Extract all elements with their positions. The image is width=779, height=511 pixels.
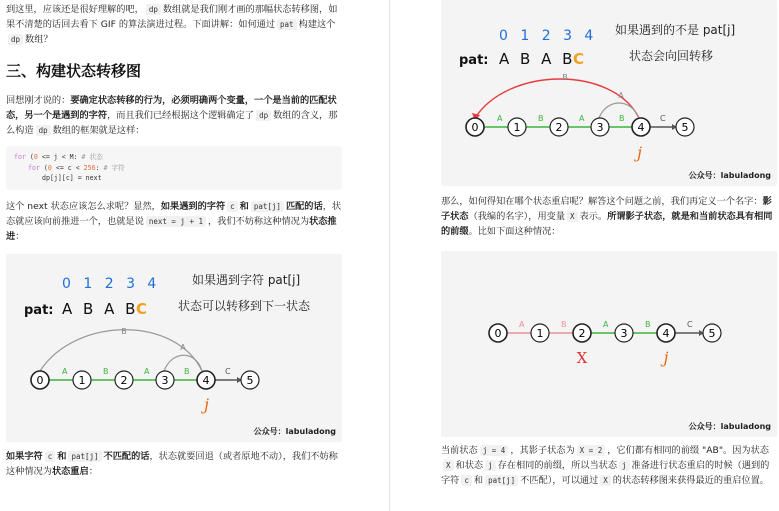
state-label: 3 <box>161 373 169 387</box>
text: 不匹配），可以通过 <box>520 475 599 486</box>
text: 那么，如何得知在哪个状态重启呢？解答这个问题之前，我们再定义一个名字： <box>441 196 763 207</box>
figure-caption: 公众号：labuladong <box>688 171 771 180</box>
state-label: 0 <box>36 373 44 387</box>
recall-paragraph <box>6 93 342 138</box>
text: ，状态就要回退（或者原地不动），我们不妨称这种情况为 <box>6 450 338 477</box>
index-digits: 0 1 2 3 4 <box>62 275 161 292</box>
edge-label: B <box>184 366 190 376</box>
state-restart-diagram <box>441 0 777 186</box>
right-column <box>441 0 777 488</box>
inline-code: dp <box>8 34 23 45</box>
code-text: <= j < M: <box>37 153 82 161</box>
edge-label: A <box>497 114 503 123</box>
inline-code: c <box>461 475 472 486</box>
state-label: 1 <box>536 327 544 340</box>
pat-label: pat: <box>24 302 54 318</box>
inline-code: pat[j] <box>251 201 284 212</box>
bold-text: 匹配的话 <box>285 200 323 212</box>
text: 和 <box>473 475 484 486</box>
text: ，而且我们已经根据这个逻辑确定了 <box>107 110 255 121</box>
state-label: 2 <box>120 373 128 387</box>
bold-text: 和 <box>57 450 67 462</box>
state-label: 0 <box>494 327 502 340</box>
arc-a-label: A <box>180 342 186 352</box>
inline-code: j <box>619 460 630 471</box>
state-label: 1 <box>513 121 521 134</box>
inline-code: X <box>600 475 611 486</box>
state-label: 2 <box>578 327 586 340</box>
code-keyword: for <box>28 163 40 172</box>
text: 数组的含义，那么构造 <box>6 110 338 136</box>
j-pointer: j <box>663 348 669 367</box>
text: 的状态转移图来获得最近的重启位置。 <box>612 475 769 486</box>
text: 和状态 <box>455 460 484 471</box>
code-number: 256 <box>83 163 96 172</box>
edge-label: B <box>103 366 109 376</box>
text: 准备进行状态重启的时候（遇到的字符 <box>441 460 770 486</box>
state-label: 4 <box>662 327 670 340</box>
inline-code: dp <box>36 125 51 136</box>
state-label: 3 <box>596 121 604 134</box>
text: 数组？ <box>25 34 53 45</box>
text: 数组就是我们刚才画的那幅状态转移图，如果不清楚的话回去看下 GIF 的算法演进过程。下面讲解：如何通过 <box>6 4 338 30</box>
code-line-2 <box>14 163 334 174</box>
code-text: <= c < <box>51 163 84 172</box>
state-label: 5 <box>681 121 689 134</box>
state-label: 0 <box>471 121 479 134</box>
inline-code: j = 4 <box>480 445 509 456</box>
text: 。比如下面这种情况： <box>468 226 561 237</box>
arc-b-label: B <box>121 326 127 336</box>
text: 这个 next 状态应该怎么求呢？显然， <box>6 200 161 212</box>
text: ： <box>15 230 25 242</box>
figure-caption: 公众号：labuladong <box>688 422 771 431</box>
edge-label: B <box>645 320 651 329</box>
code-text: ( <box>43 163 48 172</box>
column-separator <box>389 0 390 511</box>
state-label: 5 <box>708 327 716 340</box>
text: ，其影子状态为 <box>510 445 575 456</box>
j-pointer: j <box>637 143 642 162</box>
text: 存在相同的前缀，所以当状态 <box>497 460 618 471</box>
section-heading: 三、构建状态转移图 <box>6 62 142 80</box>
inline-code: j <box>485 460 496 471</box>
note-line-2: 状态会向回转移 <box>629 49 714 63</box>
state-label: 2 <box>555 121 563 134</box>
arc-b-label: B <box>562 73 568 82</box>
bold-text: 影子状态 <box>441 196 772 222</box>
state-label: 4 <box>637 121 645 134</box>
edge-label: C <box>687 320 693 329</box>
edge-label: B <box>561 320 567 329</box>
next-state-paragraph <box>6 199 342 244</box>
edge-label: C <box>660 114 666 123</box>
state-label: 4 <box>202 373 210 387</box>
inline-code: dp <box>146 4 161 15</box>
code-keyword: for <box>14 153 26 161</box>
inline-code: dp <box>256 110 271 121</box>
shadow-state-paragraph <box>441 194 777 239</box>
bold-text: 状态推进 <box>6 215 337 242</box>
bold-text: 如果字符 <box>6 450 43 462</box>
shadow-state-diagram <box>441 251 777 437</box>
left-column <box>6 0 342 479</box>
edge-label: B <box>538 114 544 123</box>
note-line-1: 如果遇到的不是 pat[j] <box>615 23 736 37</box>
code-text: ( <box>29 153 34 161</box>
note-line-2: 状态可以转移到下一状态 <box>178 298 311 313</box>
state-restart-figure <box>441 0 777 186</box>
pat-highlight-char: C <box>573 50 585 68</box>
edge-label: A <box>579 114 585 123</box>
text: 回想刚才说的： <box>6 95 71 106</box>
state-label: 1 <box>78 373 86 387</box>
inline-code: pat <box>277 19 297 30</box>
mismatch-paragraph <box>6 449 342 479</box>
state-label: 3 <box>620 327 628 340</box>
bold-text: 不匹配的话 <box>103 450 150 462</box>
text: ，状态就应该向前推进一个，也就是说 <box>6 200 342 227</box>
text: 数组的框架就是这样： <box>52 125 145 136</box>
index-digits: 0 1 2 3 4 <box>499 28 598 44</box>
text: ，它们都有相同的前缀 "AB"。因为状态 <box>607 445 769 456</box>
inline-code: pat[j] <box>485 475 518 486</box>
shadow-explain-paragraph <box>441 443 777 488</box>
text: 表示。 <box>579 211 608 222</box>
edge-label: C <box>225 366 231 376</box>
edge-label: A <box>519 320 525 329</box>
edge-label: B <box>619 114 625 123</box>
code-number: 0 <box>47 163 52 172</box>
state-label: 5 <box>246 373 254 387</box>
edge-label: A <box>603 320 609 329</box>
text: （我编的名字），用变量 <box>468 211 566 222</box>
arc-a-label: A <box>618 91 624 100</box>
code-number: 0 <box>33 153 38 161</box>
text: 当前状态 <box>441 445 478 456</box>
edge-label: A <box>144 366 150 376</box>
code-line-3: dp[j][c] = next <box>42 174 102 182</box>
shadow-state-figure <box>441 251 777 437</box>
bold-text: 和 <box>239 200 249 212</box>
code-block <box>6 146 342 190</box>
intro-paragraph <box>6 2 342 47</box>
text: ： <box>88 465 98 477</box>
inline-code: c <box>227 201 238 212</box>
state-advance-figure <box>6 254 342 442</box>
code-line-1 <box>14 152 334 163</box>
pat-highlight-char: C <box>136 299 148 318</box>
text: 构建这个 <box>298 19 336 30</box>
inline-code: next = j + 1 <box>146 216 206 227</box>
code-comment: # 字符 <box>103 163 125 172</box>
code-comment: # 状态 <box>81 153 103 161</box>
bold-text: 要确定状态转移的行为，必须明确两个变量，一个是当前的匹配状态，另一个是遇到的字符 <box>6 95 337 121</box>
inline-code: X = 2 <box>577 445 606 456</box>
text: 到这里，应该还是很好理解的吧， <box>6 4 144 15</box>
inline-code: pat[j] <box>68 451 101 462</box>
x-pointer: X <box>576 349 588 367</box>
state-advance-diagram <box>6 254 342 442</box>
pat-chars: A B A B <box>499 50 576 68</box>
figure-caption: 公众号：labuladong <box>253 426 336 436</box>
text: ，我们不妨称这种情况为 <box>208 215 310 227</box>
bold-text: 所谓影子状态，就是和当前状态具有相同的前缀 <box>441 211 773 237</box>
bold-text: 状态重启 <box>51 465 89 477</box>
pat-label: pat: <box>459 53 489 68</box>
inline-code: c <box>45 451 56 462</box>
back-arc-b <box>475 79 639 118</box>
note-line-1: 如果遇到字符 pat[j] <box>192 272 301 287</box>
edge-label: A <box>62 366 68 376</box>
arc-a-back <box>164 355 202 371</box>
j-pointer: j <box>204 394 209 414</box>
code-text: : <box>95 163 104 172</box>
inline-code: X <box>567 211 578 222</box>
inline-code: X <box>443 460 454 471</box>
pat-chars: A B A B <box>62 299 139 318</box>
bold-text: 如果遇到的字符 <box>160 200 226 212</box>
